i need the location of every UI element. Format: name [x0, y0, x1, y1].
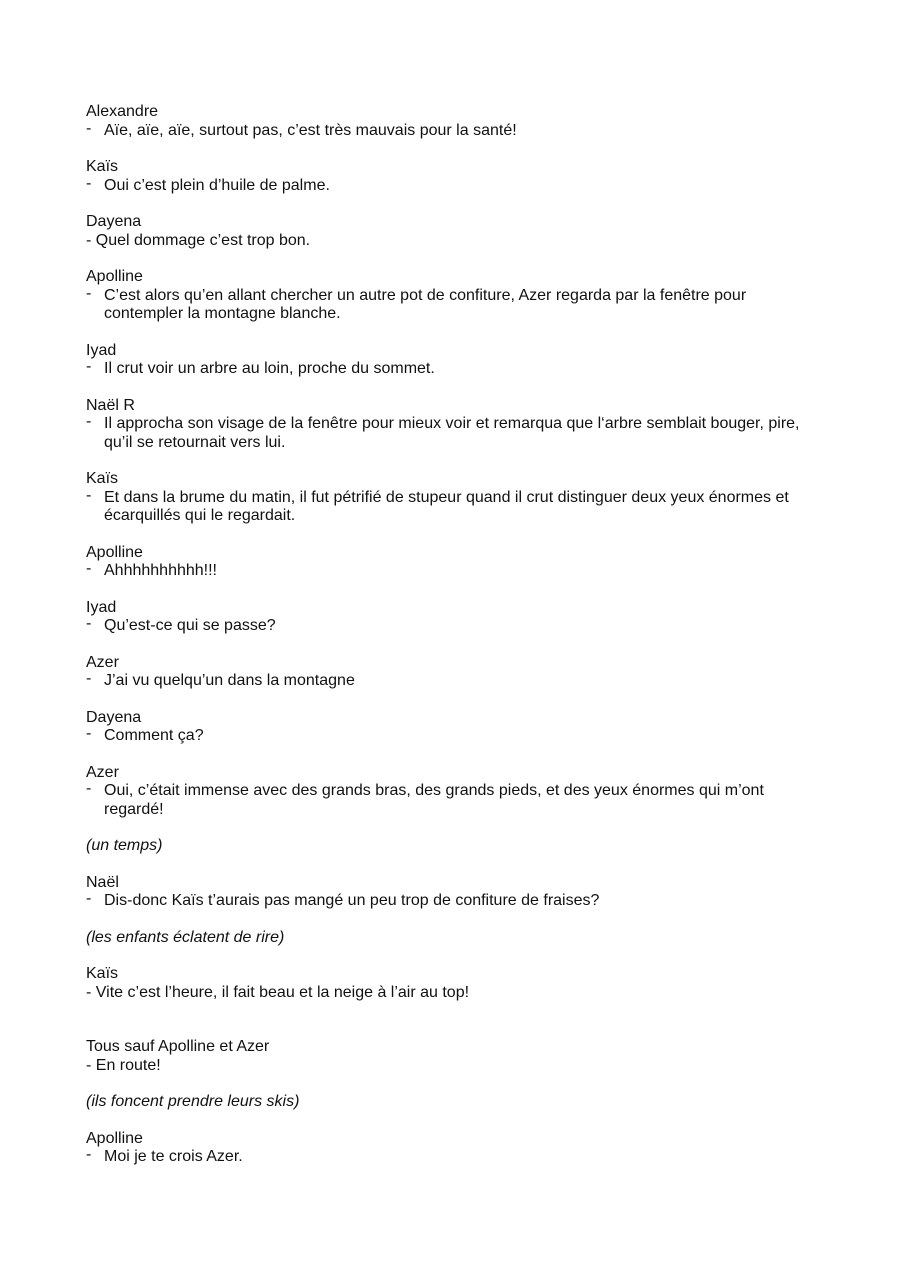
dialogue-block [86, 342, 826, 379]
dialogue-line [86, 562, 826, 581]
dialogue-line [86, 984, 826, 1003]
dialogue-text: Oui, c’était immense avec des grands bras, des grands pieds, et des yeux énormes qui m’ont regardé! [104, 782, 764, 818]
speaker-name: Kaïs [86, 965, 119, 982]
dash-marker: - [86, 780, 92, 797]
stage-direction [86, 929, 826, 948]
stage-direction [86, 1093, 826, 1112]
dialogue-text: Il approcha son visage de la fenêtre pour mieux voir et remarqua que l‘arbre semblait bouger, pire, qu’il se retournait vers lui. [104, 415, 800, 451]
dialogue-line [86, 892, 826, 911]
dash-marker: - [86, 231, 96, 249]
dash-marker: - [86, 615, 92, 632]
script-page [86, 103, 826, 1185]
dialogue-text: Quel dommage c’est trop bon. [95, 231, 311, 249]
dialogue-text: Ahhhhhhhhhh!!! [104, 562, 217, 579]
dialogue-line [86, 782, 826, 819]
dialogue-line [86, 284, 826, 324]
dialogue-line [86, 1057, 826, 1076]
dash-marker: - [86, 1056, 96, 1074]
stage-direction-text: (un temps) [86, 837, 163, 854]
dialogue-text: Qu’est-ce qui se passe? [104, 617, 276, 634]
dash-marker: - [86, 358, 92, 375]
speaker-name: Azer [86, 653, 119, 671]
dash-marker: - [86, 486, 92, 504]
dialogue-text: Comment ça? [104, 727, 204, 744]
speaker-name: Kaïs [86, 158, 119, 175]
dialogue-line [86, 727, 826, 746]
dialogue-block [86, 764, 826, 820]
dialogue-block [86, 874, 826, 911]
speaker-name: Naël [86, 873, 119, 891]
stage-direction-text: (ils foncent prendre leurs skis) [86, 1093, 300, 1110]
dialogue-text: Oui c’est plein d’huile de palme. [104, 176, 330, 194]
dash-marker: - [86, 174, 92, 192]
speaker-name: Dayena [86, 213, 142, 230]
dialogue-text: Aïe, aïe, aïe, surtout pas, c’est très mauvais pour la santé! [104, 121, 517, 139]
dialogue-line [86, 617, 826, 636]
speaker-name: Tous sauf Apolline et Azer [86, 1038, 270, 1055]
speaker-name: Dayena [86, 708, 142, 726]
stage-direction-text: (les enfants éclatent de rire) [86, 928, 285, 946]
dash-marker: - [86, 725, 92, 742]
dash-marker: - [86, 1146, 92, 1163]
dash-marker: - [86, 670, 92, 687]
stage-direction [86, 837, 826, 856]
speaker-name: Kaïs [86, 470, 119, 487]
dialogue-line [86, 672, 826, 691]
dash-marker: - [86, 890, 92, 907]
dialogue-line [86, 174, 826, 196]
dialogue-line [86, 360, 826, 379]
dialogue-line [86, 119, 826, 141]
dialogue-block [86, 965, 826, 1002]
dialogue-block [86, 544, 826, 581]
dialogue-text: Et dans la brume du matin, il fut pétrifié de stupeur quand il crut distinguer deux yeux énormes et écarquillés qui le regardait. [104, 488, 789, 524]
dialogue-text: C’est alors qu’en allant chercher un autre pot de confiture, Azer regarda par la fenêtre pour contempler la montagne blanche. [104, 286, 747, 322]
dialogue-text: J’ai vu quelqu’un dans la montagne [104, 672, 355, 689]
dash-marker: - [86, 983, 96, 1001]
dialogue-block [86, 654, 826, 691]
dialogue-block [86, 397, 826, 453]
speaker-name: Apolline [86, 543, 143, 561]
speaker-name: Iyad [86, 341, 117, 359]
dialogue-block [86, 268, 826, 324]
dialogue-block [86, 213, 826, 250]
dialogue-text: Moi je te crois Azer. [104, 1148, 243, 1165]
dialogue-block [86, 470, 826, 526]
dialogue-block [86, 158, 826, 195]
dialogue-line [86, 1148, 826, 1167]
dash-marker: - [86, 560, 92, 577]
dialogue-block [86, 1130, 826, 1167]
dialogue-line [86, 232, 826, 251]
dialogue-line [86, 486, 826, 526]
dialogue-block [86, 103, 826, 140]
dialogue-text: Il crut voir un arbre au loin, proche du sommet. [104, 360, 435, 377]
dialogue-text: Dis-donc Kaïs t’aurais pas mangé un peu trop de confiture de fraises? [104, 892, 600, 909]
speaker-name: Apolline [86, 268, 143, 285]
speaker-name: Naël R [86, 396, 135, 414]
dialogue-text: Vite c’est l’heure, il fait beau et la neige à l’air au top! [95, 983, 470, 1001]
speaker-name: Apolline [86, 1129, 143, 1147]
dash-marker: - [86, 284, 92, 302]
dash-marker: - [86, 413, 92, 430]
dash-marker: - [86, 119, 92, 137]
dialogue-block [86, 1038, 826, 1075]
speaker-name: Azer [86, 763, 119, 781]
dialogue-block [86, 599, 826, 636]
speaker-name: Alexandre [86, 103, 159, 120]
dialogue-line [86, 415, 826, 452]
dialogue-text: En route! [95, 1056, 161, 1074]
dialogue-block [86, 709, 826, 746]
speaker-name: Iyad [86, 598, 117, 616]
